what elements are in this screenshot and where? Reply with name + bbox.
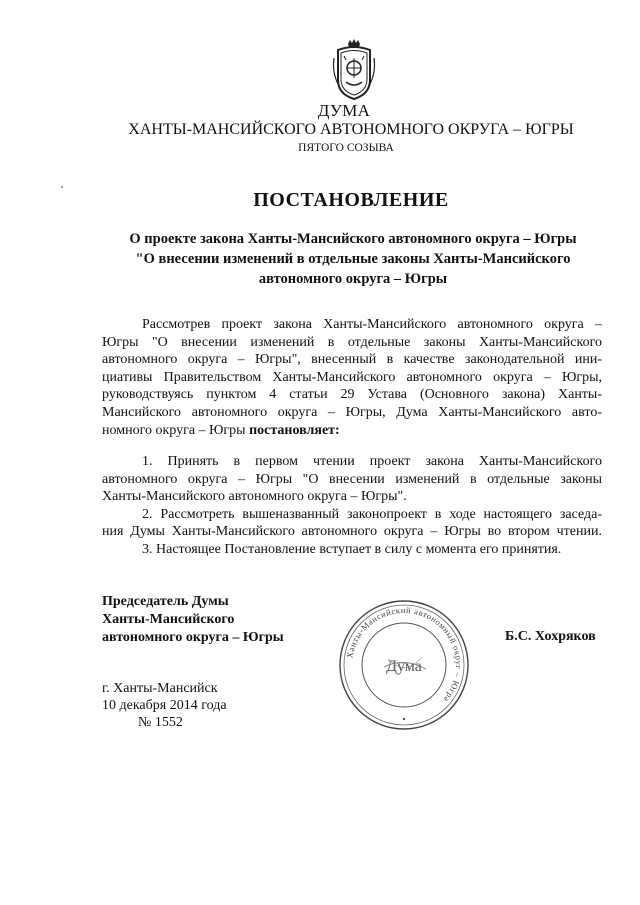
item-line: 2. Рассмотреть вышеназванный законопроект в ходе настоящего заседа-	[142, 506, 602, 522]
intro-line: Югры "О внесении изменений в отдельные законы Ханты-Мансийского	[102, 334, 602, 350]
coat-of-arms-icon	[330, 38, 378, 102]
footer-date: 10 декабря 2014 года	[102, 698, 227, 713]
footer-city: г. Ханты-Мансийск	[102, 681, 218, 696]
item-line: Ханты-Мансийского автономного округа – Югры".	[102, 489, 407, 505]
subject-line: О проекте закона Ханты-Мансийского автономного округа – Югры	[129, 231, 577, 247]
resolution-items	[102, 453, 602, 559]
document-title: ПОСТАНОВЛЕНИЕ	[253, 189, 449, 211]
stamp-ring-text: Ханты-Мансийский автономный округ – Югра	[344, 604, 465, 705]
intro-line: руководствуясь пунктом 4 статьи 29 Устава (Основного закона) Ханты-	[102, 387, 602, 403]
item-line: 1. Принять в первом чтении проект закона Ханты-Мансийского	[142, 454, 602, 469]
intro-line: циативы Правительством Ханты-Мансийского автономного округа – Югры,	[102, 369, 602, 385]
subject-line: "О внесении изменений в отдельные законы Ханты-Мансийского	[135, 251, 571, 267]
item-line: ния Думы Ханты-Мансийского автономного округа – Югры во втором чтении.	[102, 524, 602, 540]
intro-last-text: номного округа – Югры	[102, 422, 250, 438]
signer-position-line: Председатель Думы	[102, 594, 229, 609]
intro-line: автономного округа – Югры", внесенный в качестве законодательной ини-	[102, 352, 602, 368]
item-line: автономного округа – Югры "О внесении изменений в отдельные законы	[102, 471, 602, 487]
footer-document-number: № 1552	[138, 715, 183, 730]
header-okrug: ХАНТЫ-МАНСИЙСКОГО АВТОНОМНОГО ОКРУГА – ЮГРЫ	[128, 121, 574, 138]
intro-line: Рассмотрев проект закона Ханты-Мансийского автономного округа –	[142, 317, 602, 332]
intro-resolution-verb: постановляет:	[249, 422, 340, 438]
stamp-center-text: Дума	[386, 658, 422, 675]
intro-line	[102, 422, 602, 440]
document-subject	[110, 229, 596, 289]
signer-position	[102, 593, 284, 647]
intro-line: Мансийского автономного округа – Югры, Дума Ханты-Мансийского авто-	[102, 404, 602, 420]
item-line: 3. Настоящее Постановление вступает в силу с момента его принятия.	[142, 541, 562, 557]
scan-speck	[61, 186, 63, 188]
signer-position-line: автономного округа – Югры	[102, 630, 284, 645]
header-duma: ДУМА	[317, 101, 371, 120]
intro-paragraph	[102, 316, 602, 439]
subject-line: автономного округа – Югры	[258, 271, 448, 287]
signer-name: Б.С. Хохряков	[505, 629, 596, 644]
header-convocation: ПЯТОГО СОЗЫВА	[298, 142, 394, 154]
official-stamp	[336, 597, 472, 733]
document-footer	[102, 680, 227, 731]
svg-text:Ханты-Мансийский автономный ок	[344, 605, 464, 705]
signer-position-line: Ханты-Мансийского	[102, 612, 235, 627]
